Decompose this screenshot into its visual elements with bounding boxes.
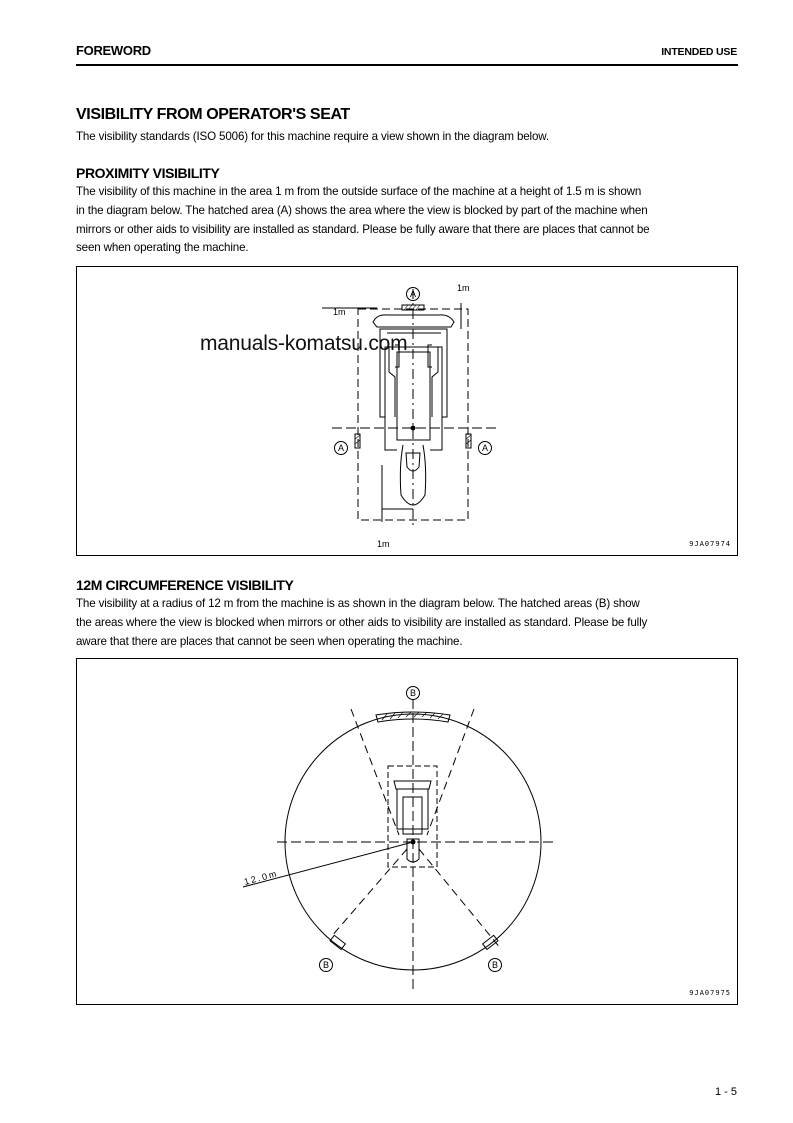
proximity-line: The visibility of this machine in the area 1 m from the outside surface of the machine at a height of 1.5 m is shown (76, 185, 642, 198)
label-a-right: A (481, 443, 489, 453)
header-chapter: INTENDED USE (661, 46, 737, 58)
circumference-title: 12M CIRCUMFERENCE VISIBILITY (76, 577, 294, 593)
circumference-line: aware that there are places that cannot be seen when operating the machine. (76, 634, 463, 648)
figure-code: 9JA07975 (689, 989, 731, 997)
label-b-top: B (409, 688, 417, 698)
label-b-right: B (491, 960, 499, 970)
figure-code: 9JA07974 (689, 540, 731, 548)
dim-top-right: 1m (457, 283, 470, 293)
visibility-intro: The visibility standards (ISO 5006) for this machine require a view shown in the diagram below. (76, 130, 549, 143)
label-a-left: A (337, 443, 345, 453)
proximity-line: in the diagram below. The hatched area (A) shows the area where the view is blocked by part of the machine when (76, 203, 648, 217)
circumference-figure (76, 658, 738, 1005)
circumference-line: the areas where the view is blocked when mirrors or other aids to visibility are installed as standard. Please be fully (76, 615, 648, 629)
proximity-title: PROXIMITY VISIBILITY (76, 165, 220, 181)
page-number: 1 - 5 (714, 1086, 737, 1098)
circumference-line: The visibility at a radius of 12 m from the machine is as shown in the diagram below. The hatched areas (B) show (76, 597, 640, 610)
visibility-title: VISIBILITY FROM OPERATOR'S SEAT (76, 106, 350, 123)
dim-bottom: 1m (377, 539, 390, 549)
watermark: manuals-komatsu.com (200, 332, 408, 355)
proximity-figure (76, 266, 738, 556)
proximity-diagram (77, 267, 737, 555)
circumference-text (76, 595, 738, 651)
label-a-top: A (409, 289, 417, 299)
radius-label: 12.0m (242, 868, 280, 887)
header-rule (76, 64, 738, 66)
header-section: FOREWORD (76, 43, 151, 58)
proximity-line: seen when operating the machine. (76, 241, 249, 255)
proximity-line: mirrors or other aids to visibility are installed as standard. Please be fully aware that there are places that cannot be (76, 222, 650, 236)
proximity-text (76, 183, 738, 258)
label-b-left: B (322, 960, 330, 970)
dim-top-left: 1m (333, 307, 346, 317)
circumference-diagram (77, 659, 737, 1004)
